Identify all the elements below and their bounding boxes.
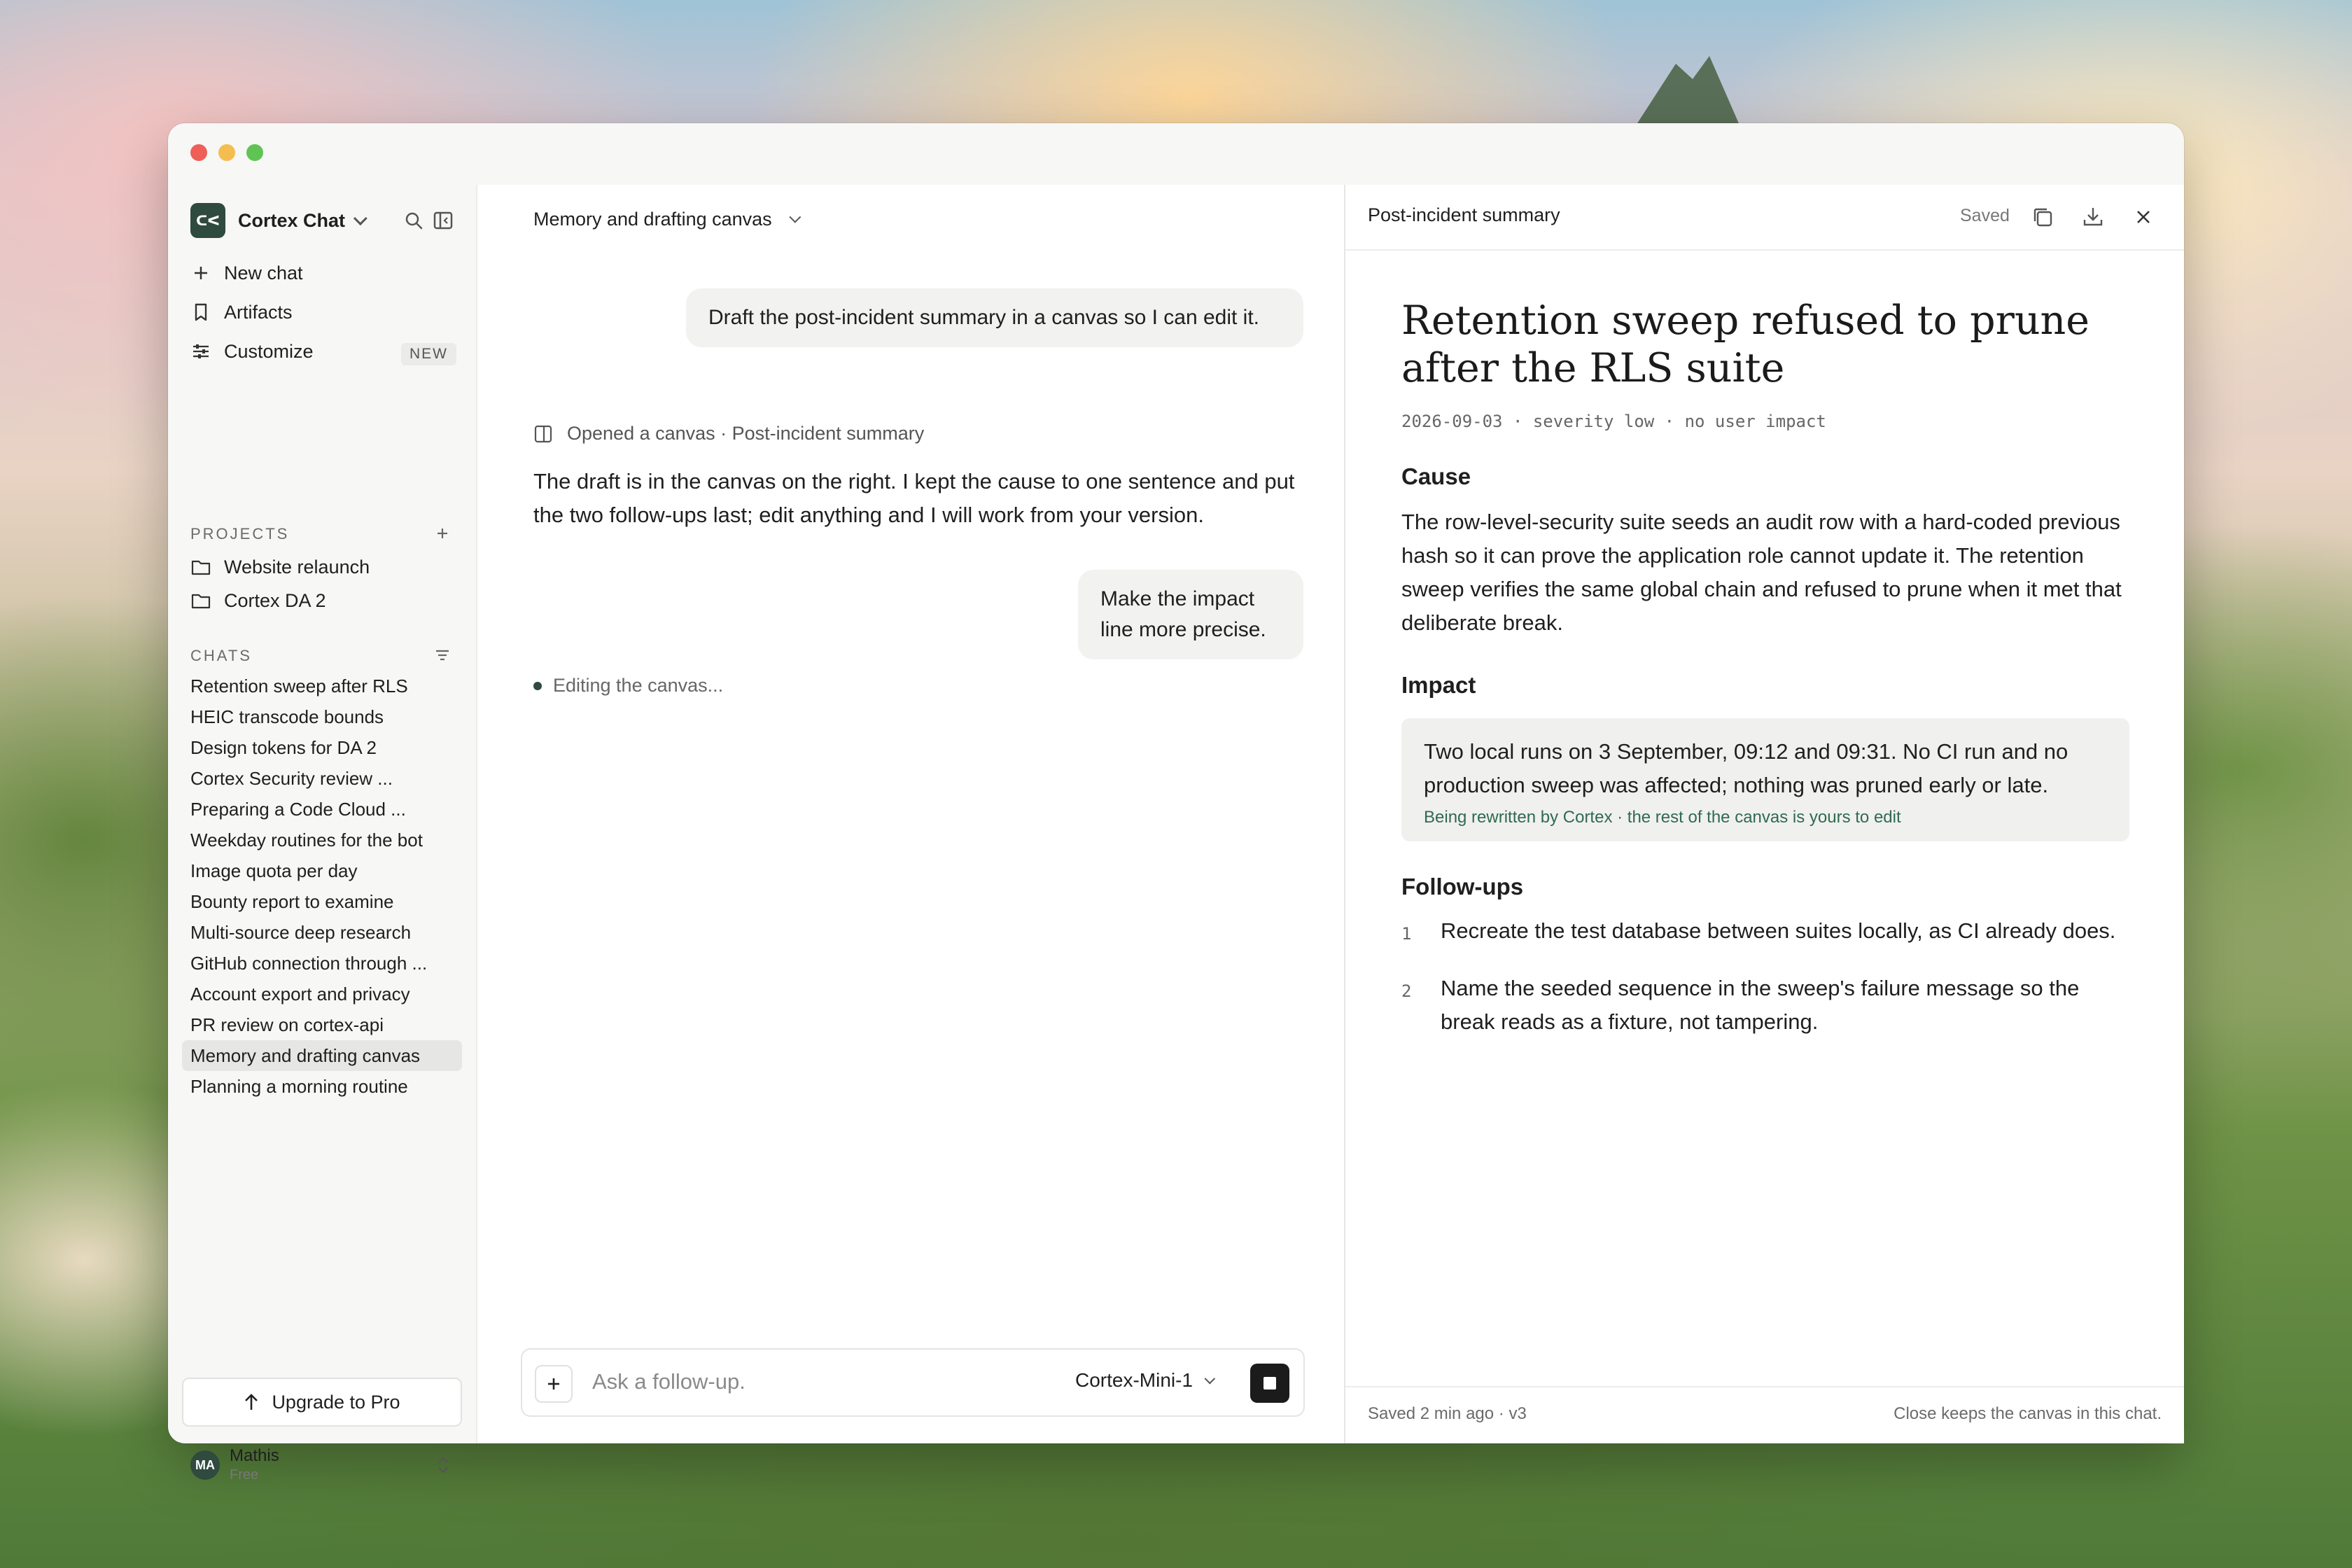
new-badge: NEW bbox=[401, 343, 456, 365]
minimize-window-button[interactable] bbox=[218, 144, 235, 161]
brand-name: Cortex Chat bbox=[238, 209, 346, 231]
close-hint: Close keeps the canvas in this chat. bbox=[1893, 1404, 2162, 1423]
project-item[interactable] bbox=[190, 550, 456, 584]
user-message: Make the impact line more precise. bbox=[1078, 570, 1303, 659]
folder-icon bbox=[190, 556, 211, 578]
download-icon[interactable] bbox=[2080, 204, 2106, 230]
chat-item[interactable]: GitHub connection through ... bbox=[190, 953, 428, 974]
chat-item[interactable]: Retention sweep after RLS bbox=[190, 676, 408, 696]
panel-icon bbox=[533, 424, 553, 444]
chevron-up-down-icon bbox=[435, 1455, 451, 1476]
model-selector[interactable]: Cortex-Mini-1 bbox=[1075, 1369, 1212, 1392]
chat-item[interactable]: HEIC transcode bounds bbox=[190, 706, 384, 727]
canvas-header bbox=[1345, 185, 2184, 251]
user-name: Mathis bbox=[230, 1446, 279, 1465]
close-window-button[interactable] bbox=[190, 144, 207, 161]
chat-item[interactable]: Account export and privacy bbox=[190, 983, 410, 1004]
zoom-window-button[interactable] bbox=[246, 144, 263, 161]
impact-text: Two local runs on 3 September, 09:12 and 09:31. No CI run and no production sweep was affected; nothing was pruned early or late. bbox=[1424, 739, 2068, 797]
list-number: 2 bbox=[1401, 981, 1412, 1001]
project-label: Cortex DA 2 bbox=[224, 589, 326, 611]
followups-heading: Follow-ups bbox=[1401, 874, 1524, 899]
chat-title-menu[interactable] bbox=[533, 202, 797, 237]
user-message: Draft the post-incident summary in a canvas so I can edit it. bbox=[686, 288, 1303, 347]
sidebar bbox=[168, 185, 476, 1483]
brand-logo: ᑕᐸ bbox=[190, 203, 225, 238]
stop-button[interactable] bbox=[1250, 1364, 1289, 1403]
chat-item[interactable]: PR review on cortex-api bbox=[190, 1014, 384, 1035]
chat-item[interactable]: Design tokens for DA 2 bbox=[190, 737, 377, 758]
title-bar bbox=[168, 123, 2184, 185]
doc-meta: 2026-09-03 · severity low · no user impact bbox=[1401, 412, 1826, 431]
folder-icon bbox=[190, 590, 211, 611]
user-plan: Free bbox=[230, 1467, 259, 1483]
search-icon[interactable] bbox=[403, 210, 424, 231]
chevron-down-icon bbox=[1205, 1373, 1216, 1384]
chat-pane bbox=[476, 185, 1344, 1443]
projects-heading: PROJECTS bbox=[190, 525, 290, 542]
message-input[interactable]: Ask a follow-up. bbox=[592, 1369, 746, 1394]
arrow-up-icon bbox=[244, 1393, 259, 1411]
avatar: MA bbox=[190, 1450, 220, 1480]
chat-item-active[interactable]: Memory and drafting canvas bbox=[182, 1040, 462, 1071]
user-menu[interactable] bbox=[190, 1443, 463, 1485]
sliders-icon bbox=[190, 341, 211, 362]
status-indicator: Editing the canvas... bbox=[533, 675, 723, 696]
rewrite-note: Being rewritten by Cortex · the rest of the canvas is yours to edit bbox=[1424, 808, 1901, 827]
artifacts-button[interactable] bbox=[190, 295, 456, 329]
chat-item[interactable]: Weekday routines for the bot bbox=[190, 830, 423, 850]
nav-label: Customize bbox=[224, 340, 314, 362]
saved-status: Saved bbox=[1960, 206, 2010, 225]
plus-icon bbox=[190, 262, 211, 284]
chevron-down-icon bbox=[354, 211, 368, 225]
chat-item[interactable]: Image quota per day bbox=[190, 860, 358, 881]
followup-text: Name the seeded sequence in the sweep's failure message so the break reads as a fixture, not tampering. bbox=[1441, 976, 2080, 1034]
canvas-document[interactable] bbox=[1401, 297, 2129, 1039]
copy-icon[interactable] bbox=[2030, 204, 2055, 230]
list-number: 1 bbox=[1401, 924, 1412, 944]
canvas-opened-note[interactable]: Opened a canvas · Post-incident summary bbox=[533, 423, 924, 444]
filter-icon[interactable] bbox=[434, 647, 451, 664]
composer bbox=[521, 1348, 1305, 1417]
project-item[interactable] bbox=[190, 584, 456, 617]
status-dot bbox=[533, 682, 542, 690]
new-chat-button[interactable] bbox=[190, 256, 456, 290]
chat-item[interactable]: Multi-source deep research bbox=[190, 922, 412, 943]
cause-heading: Cause bbox=[1401, 463, 1471, 489]
chevron-down-icon bbox=[789, 211, 801, 223]
impact-heading: Impact bbox=[1401, 672, 1476, 698]
canvas-panel bbox=[1344, 185, 2184, 1443]
chat-item[interactable]: Preparing a Code Cloud ... bbox=[190, 799, 406, 820]
doc-heading: Retention sweep refused to prune after the RLS suite bbox=[1401, 298, 2090, 391]
followup-item bbox=[1401, 914, 2129, 951]
nav-label: New chat bbox=[224, 262, 303, 284]
stop-icon bbox=[1264, 1377, 1276, 1390]
project-label: Website relaunch bbox=[224, 556, 370, 578]
attach-button[interactable] bbox=[535, 1365, 573, 1403]
canvas-title: Post-incident summary bbox=[1368, 204, 1560, 225]
chat-item[interactable]: Planning a morning routine bbox=[190, 1076, 408, 1097]
cause-text: The row-level-security suite seeds an audit row with a hard-coded previous hash so it can prove the application role cannot update it. The retention sweep verifies the same global chain and refused to prune when it met that deliberate break. bbox=[1401, 510, 2122, 635]
upgrade-label: Upgrade to Pro bbox=[272, 1391, 400, 1413]
impact-block bbox=[1401, 718, 2129, 841]
assistant-message: The draft is in the canvas on the right. I kept the cause to one sentence and put the two follow-ups last; edit anything and I will work from your version. bbox=[533, 469, 1295, 527]
background-mountain bbox=[1631, 56, 1743, 133]
chat-title: Memory and drafting canvas bbox=[533, 208, 772, 230]
followup-text: Recreate the test database between suites locally, as CI already does. bbox=[1441, 918, 2116, 943]
customize-button[interactable] bbox=[190, 335, 456, 368]
chat-item[interactable]: Cortex Security review ... bbox=[190, 768, 393, 789]
canvas-footer bbox=[1345, 1386, 2184, 1443]
workspace-switcher[interactable] bbox=[190, 203, 363, 238]
chat-item[interactable]: Bounty report to examine bbox=[190, 891, 394, 912]
collapse-sidebar-icon[interactable] bbox=[433, 210, 454, 231]
bookmark-icon bbox=[190, 302, 211, 323]
followup-item bbox=[1401, 972, 2129, 1039]
app-window bbox=[168, 123, 2184, 1483]
nav-label: Artifacts bbox=[224, 301, 293, 323]
close-icon[interactable] bbox=[2131, 204, 2156, 230]
upgrade-button[interactable] bbox=[182, 1378, 462, 1427]
add-project-icon[interactable] bbox=[434, 525, 451, 542]
version-status: Saved 2 min ago · v3 bbox=[1368, 1404, 1527, 1423]
chats-heading: CHATS bbox=[190, 647, 252, 664]
